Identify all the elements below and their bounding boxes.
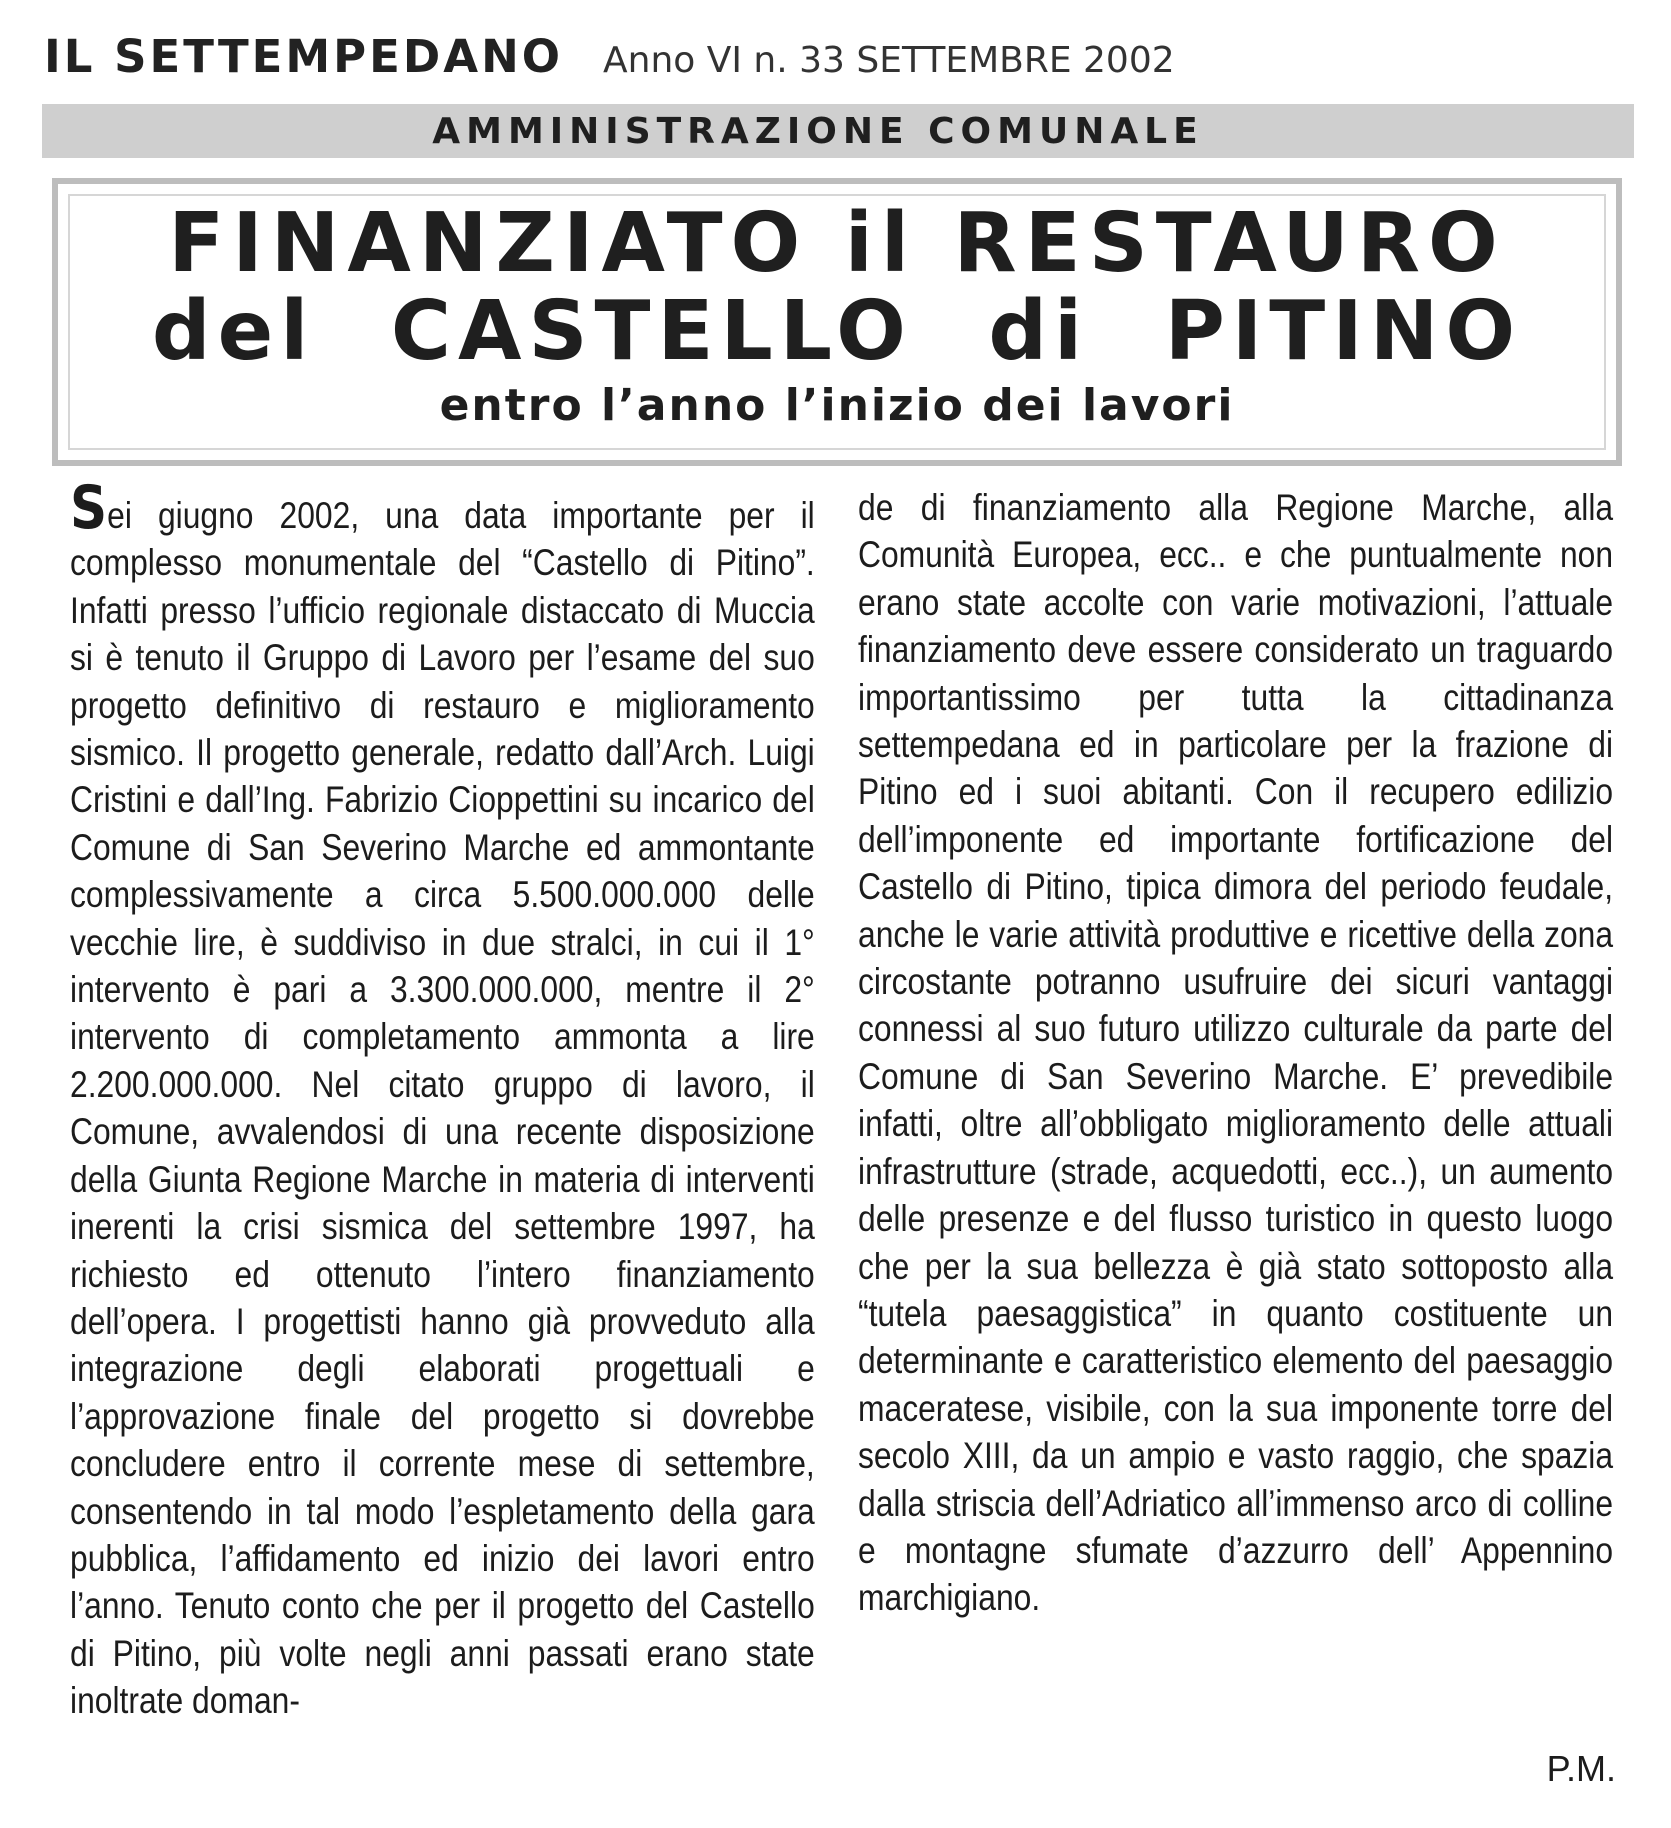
newspaper-name: IL SETTEMPEDANO — [44, 30, 563, 83]
headline-line-1: FINANZIATO il RESTAURO — [168, 196, 1506, 291]
left-column-text: ei giugno 2002, una data importante per il complesso monumentale del “Castello di Pitino”. Infatti presso l’ufficio regionale distaccato di Muccia si è tenuto il Gruppo di Lavoro per l’esame del suo progetto definitivo di restauro e miglioramento sismico. Il progetto generale, redatto dall’Arch. Luigi Cristini e dall’Ing. Fabrizio Cioppettini su incarico del Comune di San Severino Marche ed ammontante complessivamente a circa 5.500.000.000 delle vecchie lire, è suddiviso in due stralci, in cui il 1° intervento è pari a 3.300.000.000, mentre il 2° intervento di completamento ammonta a lire 2.200.000.000. Nel citato gruppo di lavoro, il Comune, avvalendosi di una recente disposizione della Giunta Regione Marche in materia di interventi inerenti la crisi sismica del settembre 1997, ha richiesto ed ottenuto l’intero finanziamento dell’opera. I progettisti hanno già provveduto alla integrazione degli elaborati progettuali e l’approvazione finale del progetto si dovrebbe concludere entro il corrente mese di settembre, consentendo in tal modo l’espletamento della gara pubblica, l’affidamento ed inizio dei lavori entro l’anno. Tenuto conto che per il progetto del Castello di Pitino, più volte negli anni passati erano state inoltrate doman- — [70, 495, 815, 1722]
article-paragraph-left — [70, 473, 815, 1725]
right-column-text: de di finanziamento alla Regione Marche, alla Comunità Europea, ecc.. e che puntualmente non erano state accolte con varie motivazioni, l’attuale finanziamento deve essere considerato un traguardo importantissimo per tutta la cittadinanza settempedana ed in particolare per la frazione di Pitino ed i suoi abitanti. Con il recupero edilizio dell’imponente ed importante fortificazione del Castello di Pitino, tipica dimora del periodo feudale, anche le varie attività produttive e ricettive della zona circostante potranno usufruire dei sicuri vantaggi connessi al suo futuro utilizzo culturale da parte del Comune di San Severino Marche. E’ prevedibile infatti, oltre all’obbligato miglioramento delle attuali infrastrutture (strade, acquedotti, ecc..), un aumento delle presenze e del flusso turistico in questo luogo che per la sua bellezza è già stato sottoposto alla “tutela paesaggistica” in quanto costituente un determinante e caratteristico elemento del paesaggio maceratese, visibile, con la sua imponente torre del secolo XIII, da un ampio e vasto raggio, che spazia dalla striscia dell’Adriatico all’immenso arco di colline e montagne sfumate d’azzurro dell’ Appennino marchigiano. — [858, 487, 1614, 1619]
article-column-right — [858, 484, 1613, 1622]
author-signature: P.M. — [1546, 1748, 1616, 1789]
section-bar — [42, 104, 1634, 158]
headline-box — [52, 178, 1622, 466]
dropcap: S — [70, 473, 108, 543]
section-title: AMMINISTRAZIONE COMUNALE — [432, 110, 1204, 152]
masthead — [44, 30, 1175, 90]
issue-info: Anno VI n. 33 SETTEMBRE 2002 — [603, 40, 1175, 81]
subheadline: entro l’anno l’inizio dei lavori — [439, 380, 1235, 431]
article-column-left — [70, 473, 815, 1725]
headline-line-2: del CASTELLO di PITINO — [151, 284, 1523, 379]
